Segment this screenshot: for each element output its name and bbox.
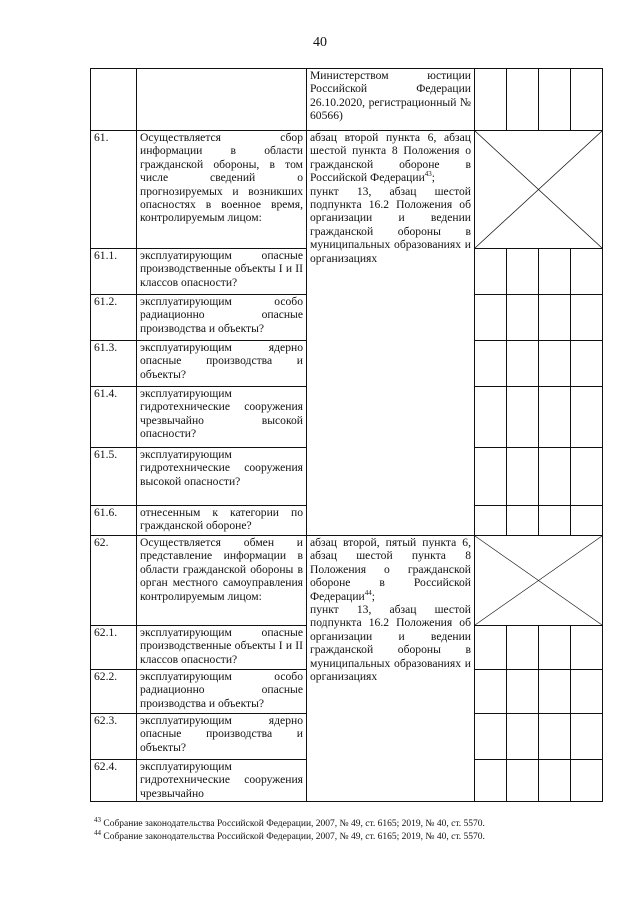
answer-cell[interactable] — [507, 760, 539, 802]
answer-cell[interactable] — [539, 760, 571, 802]
legal-basis-sep: ; — [371, 589, 375, 603]
item-number: 61. — [91, 131, 137, 249]
legal-basis — [307, 536, 475, 802]
answer-cell[interactable] — [539, 69, 571, 131]
answer-cell[interactable] — [539, 506, 571, 536]
question-text: эксплуатирующим опасные производственные объекты I и II классов опасности? — [137, 249, 307, 295]
table-row — [91, 536, 603, 626]
question-text: эксплуатирующим особо радиационно опасные производства и объекты? — [137, 295, 307, 341]
answer-cell[interactable] — [571, 387, 603, 448]
answer-cell[interactable] — [475, 387, 507, 448]
answer-cell[interactable] — [475, 670, 507, 714]
answer-cell[interactable] — [475, 341, 507, 387]
answer-cell[interactable] — [507, 295, 539, 341]
answer-cell[interactable] — [539, 448, 571, 506]
cross-lines — [475, 536, 602, 625]
answer-cell[interactable] — [475, 69, 507, 131]
answer-cell[interactable] — [507, 387, 539, 448]
answer-cell[interactable] — [507, 69, 539, 131]
footnote-text: Собрание законодательства Российской Федерации, 2007, № 49, ст. 6165; 2019, № 40, ст. 5570. — [103, 819, 485, 829]
answer-cell[interactable] — [475, 295, 507, 341]
item-number: 62.1. — [91, 626, 137, 670]
answer-cell[interactable] — [507, 714, 539, 760]
answer-cell[interactable] — [571, 69, 603, 131]
answer-cell[interactable] — [475, 626, 507, 670]
answer-cell[interactable] — [507, 670, 539, 714]
not-applicable-cross — [475, 131, 603, 249]
question-text: эксплуатирующим гидротехнические сооружения чрезвычайно — [137, 760, 307, 802]
answer-cell[interactable] — [507, 506, 539, 536]
question-text — [137, 69, 307, 131]
table-row — [91, 69, 603, 131]
answer-cell[interactable] — [539, 626, 571, 670]
item-number: 62.3. — [91, 714, 137, 760]
answer-cell[interactable] — [539, 387, 571, 448]
legal-basis-text: пункт 13, абзац шестой подпункта 16.2 Положения об организации и ведении гражданской обороны в муниципальных образованиях и организациях — [310, 603, 471, 684]
answer-cell[interactable] — [475, 448, 507, 506]
answer-cell[interactable] — [539, 249, 571, 295]
footnote — [94, 815, 574, 831]
legal-basis-sep: ; — [431, 171, 436, 185]
footnote-mark: 43 — [94, 815, 101, 824]
table-row — [91, 131, 603, 249]
answer-cell[interactable] — [539, 714, 571, 760]
answer-cell[interactable] — [571, 626, 603, 670]
answer-cell[interactable] — [475, 714, 507, 760]
footnote — [94, 828, 574, 844]
answer-cell[interactable] — [507, 249, 539, 295]
question-text: Осуществляется сбор информации в области гражданской обороны, в том числе сведений о прогнозируемых и возникших опасностях в военное время, контролируемым лицом: — [137, 131, 307, 249]
question-text: эксплуатирующим гидротехнические сооружения высокой опасности? — [137, 448, 307, 506]
item-number: 61.5. — [91, 448, 137, 506]
item-number: 62.2. — [91, 670, 137, 714]
question-text: эксплуатирующим опасные производственные объекты I и II классов опасности? — [137, 626, 307, 670]
item-number — [91, 69, 137, 131]
question-text: Осуществляется обмен и представление информации в области гражданской обороны в орган местного самоуправления контролируемым лицом: — [137, 536, 307, 626]
question-text: эксплуатирующим ядерно опасные производства и объекты? — [137, 341, 307, 387]
legal-basis-text: Министерством юстиции Российской Федерации 26.10.2020, регистрационный № 60566) — [310, 69, 471, 123]
answer-cell[interactable] — [507, 626, 539, 670]
question-text: эксплуатирующим особо радиационно опасные производства и объекты? — [137, 670, 307, 714]
item-number: 61.1. — [91, 249, 137, 295]
footnotes — [94, 815, 574, 844]
item-number: 62.4. — [91, 760, 137, 802]
checklist-table — [90, 68, 603, 802]
item-number: 61.4. — [91, 387, 137, 448]
answer-cell[interactable] — [507, 341, 539, 387]
footnote-text: Собрание законодательства Российской Федерации, 2007, № 49, ст. 6165; 2019, № 40, ст. 5570. — [103, 832, 485, 842]
answer-cell[interactable] — [571, 341, 603, 387]
footnote-ref: 43 — [424, 170, 432, 179]
question-text: отнесенным к категории по гражданской обороне? — [137, 506, 307, 536]
answer-cell[interactable] — [539, 670, 571, 714]
legal-basis-text: абзац второй пункта 6, абзац шестой пункта 8 Положения о гражданской обороне в Российской Федерации — [310, 131, 471, 185]
question-text: эксплуатирующим ядерно опасные производства и объекты? — [137, 714, 307, 760]
answer-cell[interactable] — [571, 448, 603, 506]
answer-cell[interactable] — [571, 670, 603, 714]
legal-basis-text: пункт 13, абзац шестой подпункта 16.2 Положения об организации и ведении гражданской обороны в муниципальных образованиях и организациях — [310, 184, 471, 265]
answer-cell[interactable] — [571, 295, 603, 341]
answer-cell[interactable] — [571, 714, 603, 760]
item-number: 61.2. — [91, 295, 137, 341]
footnote-mark: 44 — [94, 828, 101, 837]
legal-basis — [307, 69, 475, 131]
legal-basis-text: абзац второй, пятый пункта 6, абзац шестой пункта 8 Положения о гражданской обороне в Российской Федерации — [310, 536, 471, 603]
answer-cell[interactable] — [475, 760, 507, 802]
item-number: 61.3. — [91, 341, 137, 387]
answer-cell[interactable] — [571, 760, 603, 802]
answer-cell[interactable] — [571, 506, 603, 536]
page-number: 40 — [313, 35, 327, 50]
cross-lines — [475, 131, 602, 248]
answer-cell[interactable] — [539, 341, 571, 387]
answer-cell[interactable] — [475, 506, 507, 536]
not-applicable-cross — [475, 536, 603, 626]
answer-cell[interactable] — [475, 249, 507, 295]
item-number: 62. — [91, 536, 137, 626]
answer-cell[interactable] — [507, 448, 539, 506]
answer-cell[interactable] — [539, 295, 571, 341]
question-text: эксплуатирующим гидротехнические сооружения чрезвычайно высокой опасности? — [137, 387, 307, 448]
answer-cell[interactable] — [571, 249, 603, 295]
item-number: 61.6. — [91, 506, 137, 536]
footnote-ref: 44 — [364, 588, 372, 597]
legal-basis — [307, 131, 475, 536]
